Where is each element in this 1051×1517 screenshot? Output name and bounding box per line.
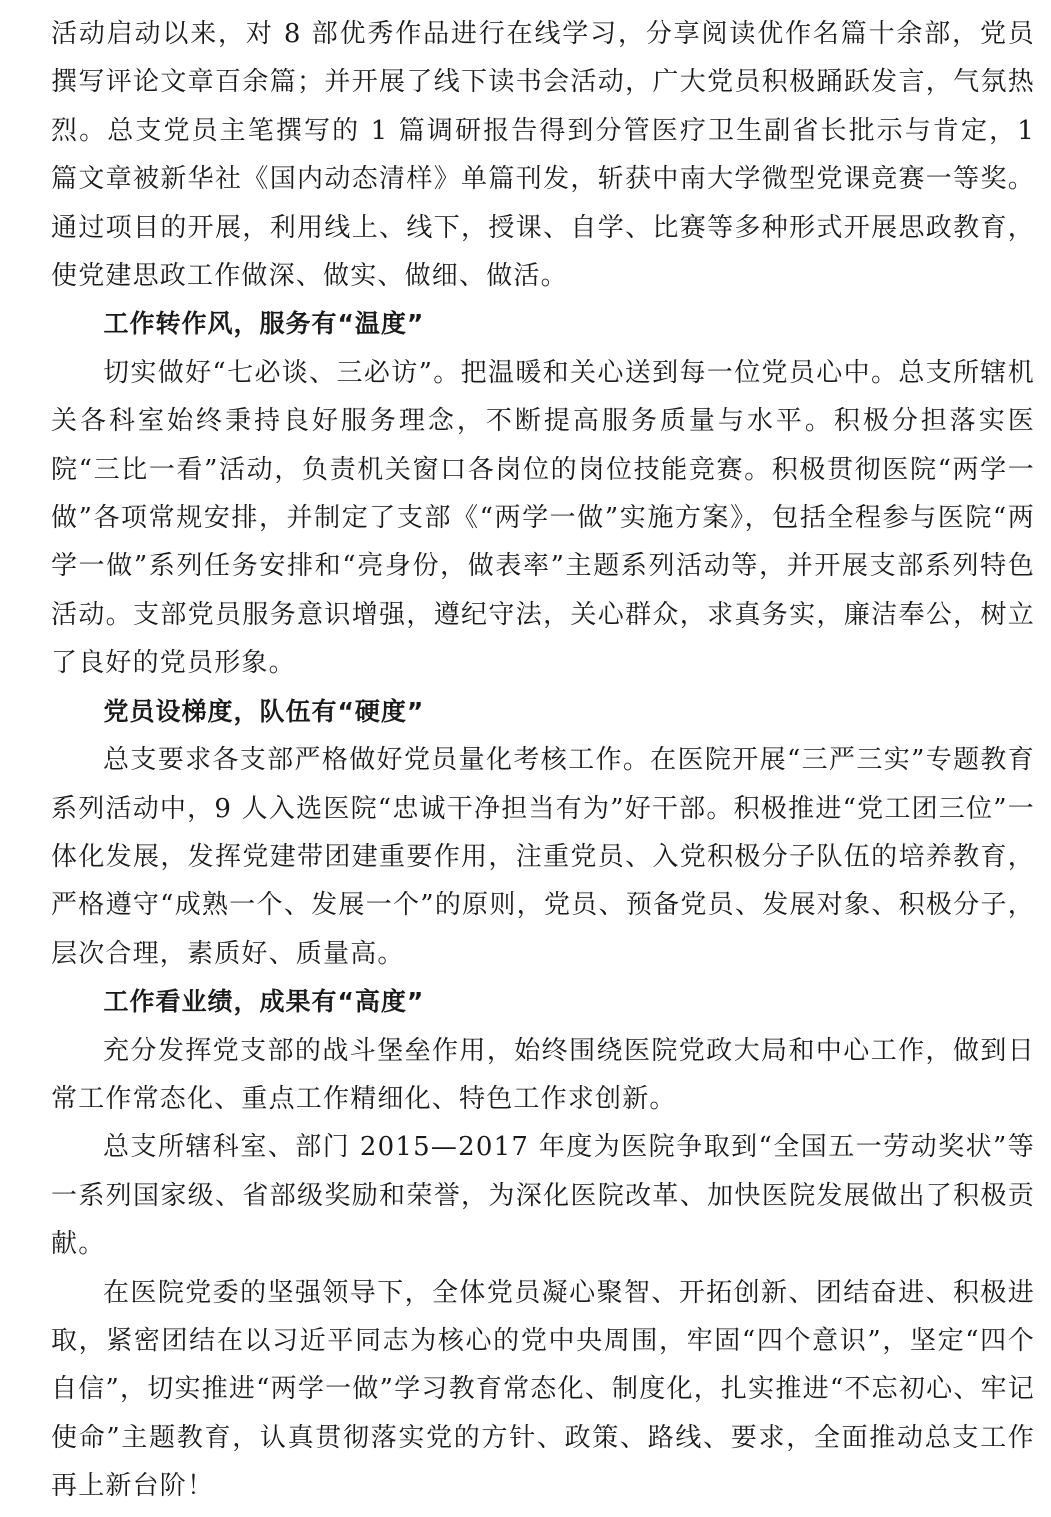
- paragraph-awards: 总支所辖科室、部门 2015—2017 年度为医院争取到“全国五一劳动奖状”等一系列国家级、省部级奖励和荣誉，为深化医院改革、加快医院发展做出了积极贡献。: [51, 1132, 1035, 1260]
- document-page: [51, 10, 1035, 1511]
- section-heading-service: 工作转作风，服务有“温度”: [103, 309, 425, 339]
- paragraph-service: 切实做好“七必谈、三必访”。把温暖和关心送到每一位党员心中。总支所辖机关各科室始终秉持良好服务理念，不断提高服务质量与水平。积极分担落实医院“三比一看”活动，负责机关窗口各岗位的岗位技能竞赛。积极贯彻医院“两学一做”各项常规安排，并制定了支部《“两学一做”实施方案》，包括全程参与医院“两学一做”系列任务安排和“亮身份，做表率”主题系列活动等，并开展支部系列特色活动。支部党员服务意识增强，遵纪守法，关心群众，求真务实，廉洁奉公，树立了良好的党员形象。: [51, 357, 1035, 679]
- paragraph-results: 充分发挥党支部的战斗堡垒作用，始终围绕医院党政大局和中心工作，做到日常工作常态化、重点工作精细化、特色工作求创新。: [51, 1035, 1035, 1114]
- paragraph-continued: 活动启动以来，对 8 部优秀作品进行在线学习，分享阅读优作名篇十余部，党员撰写评论文章百余篇；并开展了线下读书会活动，广大党员积极踊跃发言，气氛热烈。总支党员主笔撰写的 1 篇调研报告得到分管医疗卫生副省长批示与肯定，1 篇文章被新华社《国内动态清样》单篇刊发，斩获中南大学微型党课竞赛一等奖。通过项目的开展，利用线上、线下，授课、自学、比赛等多种形式开展思政教育，使党建思政工作做深、做实、做细、做活。: [51, 19, 1035, 292]
- paragraph-team: 总支要求各支部严格做好党员量化考核工作。在医院开展“三严三实”专题教育系列活动中，9 人入选医院“忠诚干净担当有为”好干部。积极推进“党工团三位”一体化发展，发挥党建带团建重要作用，注重党员、入党积极分子队伍的培养教育，严格遵守“成熟一个、发展一个”的原则，党员、预备党员、发展对象、积极分子，层次合理，素质好、质量高。: [51, 745, 1035, 969]
- section-heading-team: 党员设梯度，队伍有“硬度”: [103, 696, 425, 726]
- section-heading-results: 工作看业绩，成果有“高度”: [103, 987, 425, 1017]
- paragraph-conclusion: 在医院党委的坚强领导下，全体党员凝心聚智、开拓创新、团结奋进、积极进取，紧密团结在以习近平同志为核心的党中央周围，牢固“四个意识”，坚定“四个自信”，切实推进“两学一做”学习教育常态化、制度化，扎实推进“不忘初心、牢记使命”主题教育，认真贯彻落实党的方针、政策、路线、要求，全面推动总支工作再上新台阶！: [51, 1277, 1035, 1502]
